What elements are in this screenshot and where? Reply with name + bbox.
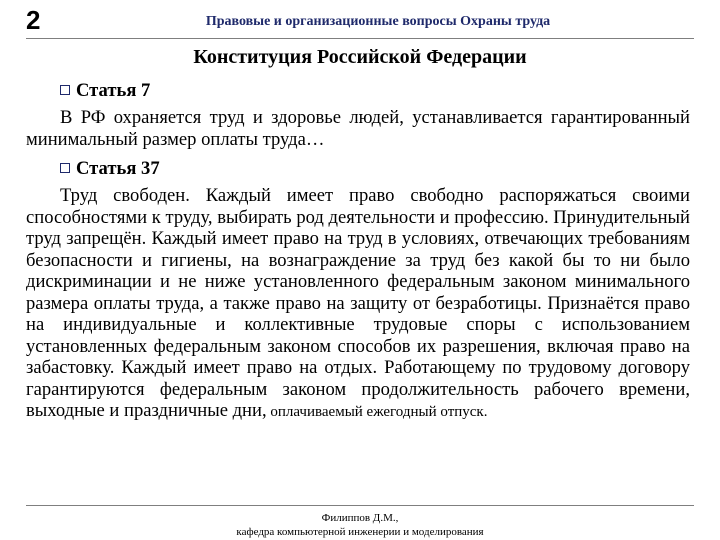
header-title: Правовые и организационные вопросы Охраны труда xyxy=(205,14,551,29)
article-heading-label: Статья 37 xyxy=(76,158,160,180)
article-text-7 xyxy=(26,107,690,150)
hollow-square-bullet-icon xyxy=(60,85,70,95)
footer xyxy=(26,511,694,539)
article-heading-label: Статья 7 xyxy=(76,80,151,102)
article-body: В РФ охраняется труд и здоровье людей, устанавливается гарантированный минимальный размер оплаты труда… xyxy=(26,107,690,150)
slide-content xyxy=(26,78,690,430)
header-divider xyxy=(26,38,694,39)
article-heading-7 xyxy=(26,78,690,104)
footer-department: кафедра компьютерной инженерии и моделирования xyxy=(236,526,484,538)
slide-number: 2 xyxy=(26,5,41,35)
article-heading-37 xyxy=(26,156,690,182)
footer-author: Филиппов Д.М., xyxy=(321,512,399,524)
article-text-37 xyxy=(26,185,690,424)
article-body: Труд свободен. Каждый имеет право свободно распоряжаться своими способностями к труду, выбирать род деятельности и профессию. Принудительный труд запрещён. Каждый имеет право на труд в условиях, отвечающих требованиям безопасности и гигиены, на вознаграждение за труд без какой бы то ни было дискриминации и не ниже установленного федеральным законом минимального размера оплаты труда, а также право на защиту от безработицы. Признаётся право на индивидуальные и коллективные трудовые споры с использованием установленных федеральным законом способов их разрешения, включая право на забастовку. Каждый имеет право на отдых. Работающему по трудовому договору гарантируются федеральным законом продолжительность рабочего времени, выходные и праздничные дни, xyxy=(26,185,690,421)
footer-divider xyxy=(26,505,694,506)
main-title: Конституция Российской Федерации xyxy=(193,46,527,68)
hollow-square-bullet-icon xyxy=(60,163,70,173)
article-body-tail: оплачиваемый ежегодный отпуск. xyxy=(266,404,488,420)
